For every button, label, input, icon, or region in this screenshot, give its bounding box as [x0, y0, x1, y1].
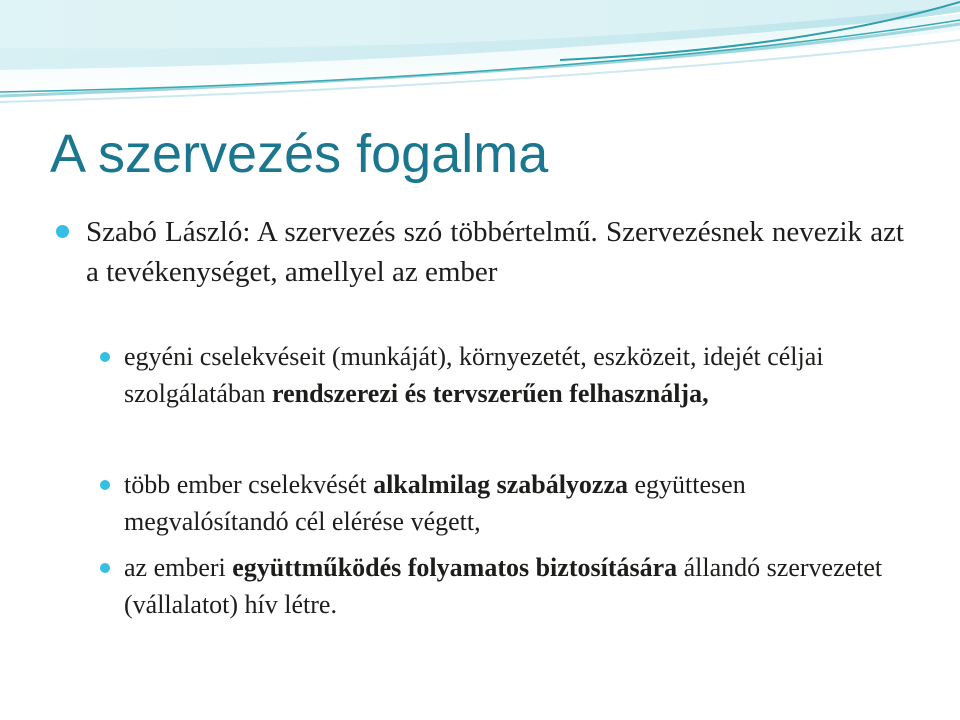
bullet-text: egyéni cselekvéseit (munkáját), környezetét, eszközeit, idejét céljai szolgálatában	[124, 342, 824, 408]
bullet-text: állandó szervezetet (vállalatot) hív létre.	[124, 553, 883, 619]
list-item	[124, 466, 914, 540]
bullet-dot-icon	[56, 225, 69, 238]
bullet-text: az emberi	[124, 553, 233, 582]
bullet-emphasis: együttműködés folyamatos biztosítására	[232, 553, 678, 582]
bullet-text: együttesen megvalósítandó cél elérése végett,	[124, 470, 746, 536]
bullet-emphasis: rendszerezi és tervszerűen felhasználja,	[272, 379, 709, 408]
list-item	[124, 549, 914, 623]
bullet-text: Szabó László: A szervezés szó többértelmű. Szervezésnek nevezik azt a tevékenységet, amellyel az ember	[86, 216, 904, 288]
bullet-dot-icon	[100, 480, 110, 490]
bullet-dot-icon	[100, 352, 110, 362]
list-item	[86, 212, 904, 292]
bullet-emphasis: alkalmilag szabályozza	[373, 470, 629, 499]
bullet-dot-icon	[100, 563, 110, 573]
top-wave-decoration	[0, 0, 960, 130]
slide-title: A szervezés fogalma	[50, 124, 549, 184]
bullet-text: több ember cselekvését	[124, 470, 374, 499]
list-item	[124, 338, 914, 412]
